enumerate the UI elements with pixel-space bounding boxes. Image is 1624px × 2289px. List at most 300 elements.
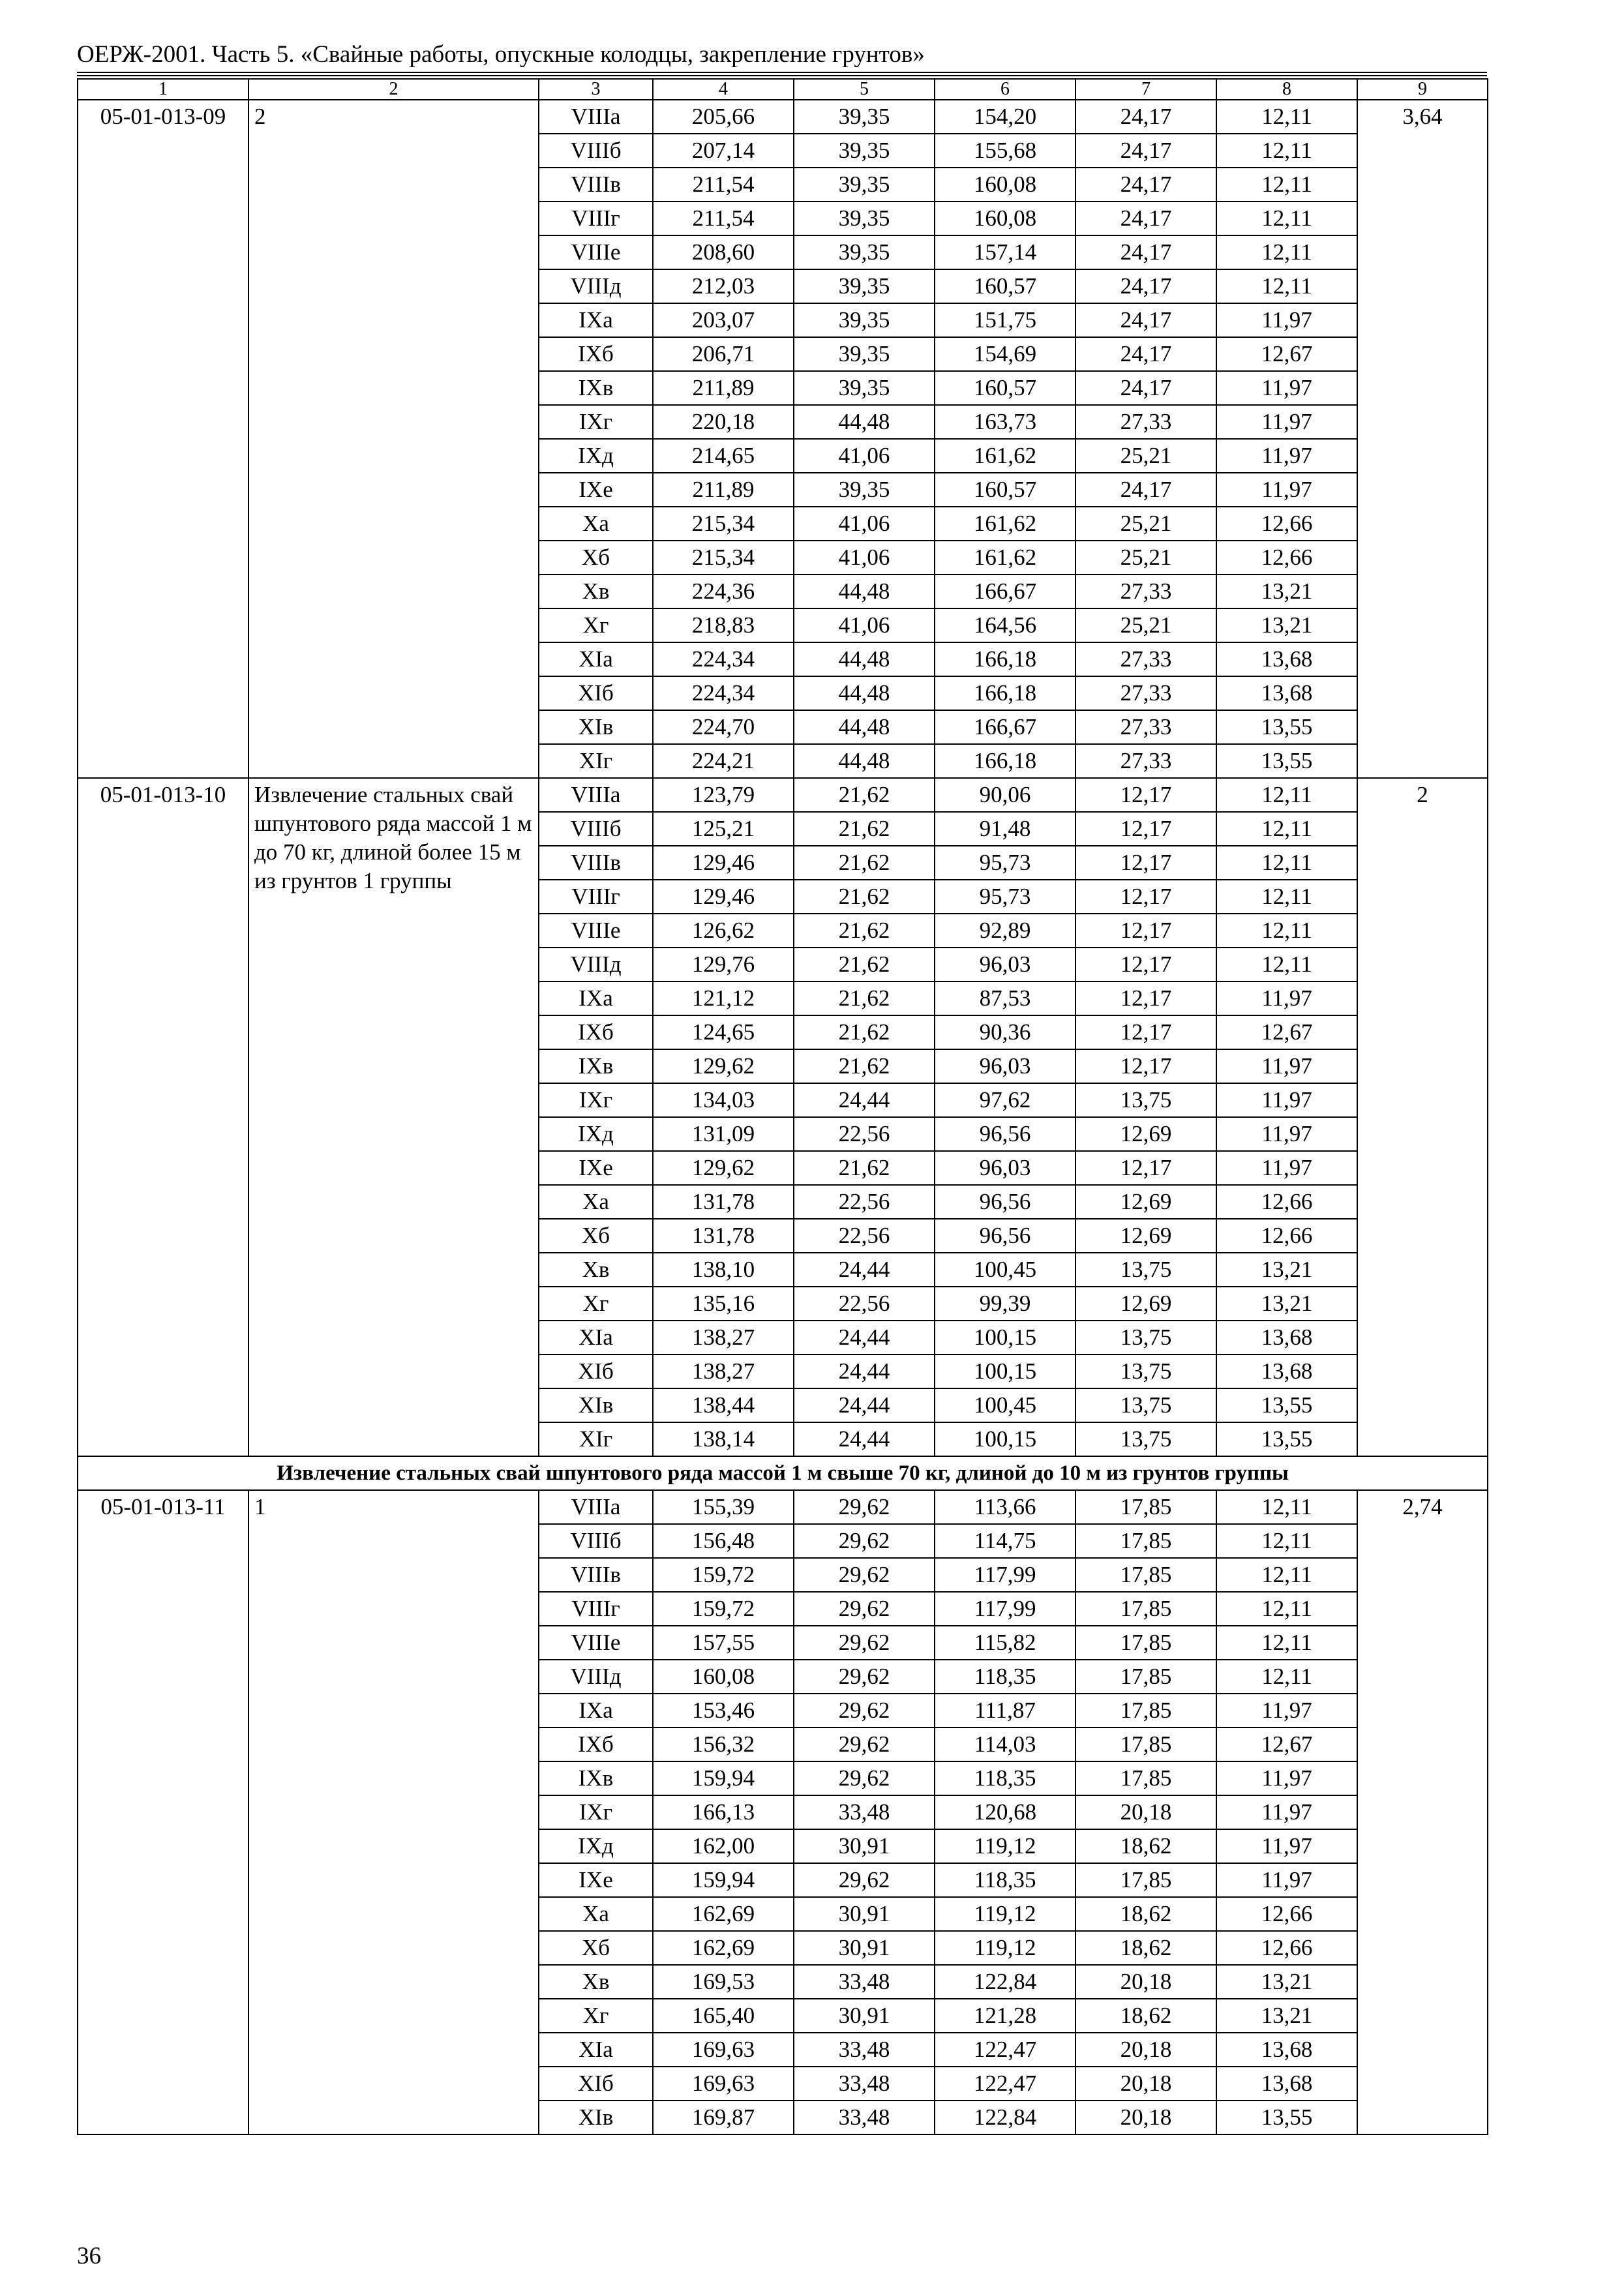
machine-cost-cell: 100,15 [935, 1354, 1075, 1388]
total-cost-cell: 129,62 [653, 1151, 794, 1185]
region-cell: IXг [539, 1795, 653, 1829]
wage-cost-cell: 33,48 [794, 2101, 935, 2134]
wage-cost-cell: 29,62 [794, 1660, 935, 1694]
operator-wage-cell: 24,17 [1075, 235, 1216, 269]
region-cell: IXв [539, 1761, 653, 1795]
material-cost-cell: 11,97 [1216, 1083, 1357, 1117]
region-cell: IXб [539, 1015, 653, 1049]
region-cell: IXб [539, 337, 653, 371]
region-cell: IXе [539, 1863, 653, 1897]
region-cell: VIIIе [539, 235, 653, 269]
material-cost-cell: 12,66 [1216, 1931, 1357, 1965]
region-cell: Xг [539, 1999, 653, 2033]
material-cost-cell: 13,68 [1216, 1354, 1357, 1388]
operator-wage-cell: 24,17 [1075, 269, 1216, 303]
operator-wage-cell: 12,17 [1075, 948, 1216, 981]
operator-wage-cell: 18,62 [1075, 1897, 1216, 1931]
material-cost-cell: 12,11 [1216, 168, 1357, 202]
wage-cost-cell: 21,62 [794, 778, 935, 812]
machine-cost-cell: 122,84 [935, 2101, 1075, 2134]
machine-cost-cell: 118,35 [935, 1863, 1075, 1897]
material-cost-cell: 13,55 [1216, 744, 1357, 778]
total-cost-cell: 169,53 [653, 1965, 794, 1999]
region-cell: XIа [539, 642, 653, 676]
region-cell: Xа [539, 1897, 653, 1931]
material-cost-cell: 11,97 [1216, 1694, 1357, 1728]
operator-wage-cell: 12,17 [1075, 778, 1216, 812]
machine-cost-cell: 161,62 [935, 439, 1075, 473]
machine-cost-cell: 119,12 [935, 1897, 1075, 1931]
region-cell: XIа [539, 1321, 653, 1354]
machine-cost-cell: 92,89 [935, 914, 1075, 948]
machine-cost-cell: 121,28 [935, 1999, 1075, 2033]
region-cell: VIIIа [539, 1490, 653, 1524]
region-cell: VIIIв [539, 846, 653, 880]
total-cost-cell: 207,14 [653, 134, 794, 168]
total-cost-cell: 224,34 [653, 676, 794, 710]
wage-cost-cell: 33,48 [794, 1795, 935, 1829]
machine-cost-cell: 161,62 [935, 541, 1075, 575]
material-cost-cell: 11,97 [1216, 1151, 1357, 1185]
operator-wage-cell: 17,85 [1075, 1863, 1216, 1897]
wage-cost-cell: 39,35 [794, 168, 935, 202]
operator-wage-cell: 24,17 [1075, 100, 1216, 134]
wage-cost-cell: 30,91 [794, 1931, 935, 1965]
material-cost-cell: 11,97 [1216, 405, 1357, 439]
wage-cost-cell: 33,48 [794, 1965, 935, 1999]
operator-wage-cell: 12,17 [1075, 914, 1216, 948]
operator-wage-cell: 12,17 [1075, 1151, 1216, 1185]
region-cell: IXг [539, 1083, 653, 1117]
wage-cost-cell: 39,35 [794, 235, 935, 269]
operator-wage-cell: 25,21 [1075, 439, 1216, 473]
column-number: 8 [1216, 79, 1357, 100]
total-cost-cell: 224,21 [653, 744, 794, 778]
material-cost-cell: 12,11 [1216, 235, 1357, 269]
total-cost-cell: 165,40 [653, 1999, 794, 2033]
operator-wage-cell: 27,33 [1075, 744, 1216, 778]
total-cost-cell: 129,76 [653, 948, 794, 981]
wage-cost-cell: 21,62 [794, 846, 935, 880]
operator-wage-cell: 17,85 [1075, 1761, 1216, 1795]
operator-wage-cell: 13,75 [1075, 1083, 1216, 1117]
region-cell: VIIIг [539, 1592, 653, 1626]
wage-cost-cell: 33,48 [794, 2033, 935, 2067]
total-cost-cell: 215,34 [653, 507, 794, 541]
total-cost-cell: 211,89 [653, 371, 794, 405]
region-cell: IXд [539, 1829, 653, 1863]
operator-wage-cell: 27,33 [1075, 676, 1216, 710]
operator-wage-cell: 17,85 [1075, 1660, 1216, 1694]
operator-wage-cell: 17,85 [1075, 1558, 1216, 1592]
total-cost-cell: 138,27 [653, 1321, 794, 1354]
material-cost-cell: 12,11 [1216, 202, 1357, 235]
total-cost-cell: 211,89 [653, 473, 794, 507]
operator-wage-cell: 12,69 [1075, 1117, 1216, 1151]
material-cost-cell: 11,97 [1216, 371, 1357, 405]
machine-cost-cell: 157,14 [935, 235, 1075, 269]
region-cell: VIIIд [539, 1660, 653, 1694]
operator-wage-cell: 25,21 [1075, 608, 1216, 642]
operator-wage-cell: 24,17 [1075, 168, 1216, 202]
wage-cost-cell: 22,56 [794, 1185, 935, 1219]
wage-cost-cell: 39,35 [794, 337, 935, 371]
total-cost-cell: 169,87 [653, 2101, 794, 2134]
rate-code: 05-01-013-10 [78, 778, 248, 1456]
wage-cost-cell: 29,62 [794, 1761, 935, 1795]
region-cell: VIIIб [539, 1524, 653, 1558]
wage-cost-cell: 21,62 [794, 1151, 935, 1185]
machine-cost-cell: 111,87 [935, 1694, 1075, 1728]
material-cost-cell: 11,97 [1216, 1049, 1357, 1083]
region-cell: IXе [539, 1151, 653, 1185]
region-cell: XIв [539, 1388, 653, 1422]
material-cost-cell: 12,11 [1216, 846, 1357, 880]
material-cost-cell: 12,67 [1216, 1015, 1357, 1049]
wage-cost-cell: 41,06 [794, 541, 935, 575]
material-cost-cell: 12,11 [1216, 100, 1357, 134]
wage-cost-cell: 24,44 [794, 1253, 935, 1287]
wage-cost-cell: 39,35 [794, 269, 935, 303]
region-cell: VIIIг [539, 880, 653, 914]
wage-cost-cell: 39,35 [794, 371, 935, 405]
machine-cost-cell: 160,57 [935, 371, 1075, 405]
material-cost-cell: 13,21 [1216, 1965, 1357, 1999]
region-cell: VIIIв [539, 1558, 653, 1592]
total-cost-cell: 138,27 [653, 1354, 794, 1388]
machine-cost-cell: 122,84 [935, 1965, 1075, 1999]
machine-cost-cell: 114,03 [935, 1728, 1075, 1761]
operator-wage-cell: 13,75 [1075, 1388, 1216, 1422]
wage-cost-cell: 44,48 [794, 676, 935, 710]
operator-wage-cell: 25,21 [1075, 541, 1216, 575]
total-cost-cell: 131,78 [653, 1185, 794, 1219]
total-cost-cell: 169,63 [653, 2033, 794, 2067]
machine-cost-cell: 117,99 [935, 1592, 1075, 1626]
operator-wage-cell: 12,69 [1075, 1287, 1216, 1321]
region-cell: XIб [539, 676, 653, 710]
machine-cost-cell: 166,18 [935, 676, 1075, 710]
machine-cost-cell: 100,15 [935, 1422, 1075, 1456]
operator-wage-cell: 12,69 [1075, 1219, 1216, 1253]
material-cost-cell: 13,68 [1216, 642, 1357, 676]
wage-cost-cell: 39,35 [794, 303, 935, 337]
wage-cost-cell: 21,62 [794, 914, 935, 948]
region-cell: XIг [539, 744, 653, 778]
machine-cost-cell: 163,73 [935, 405, 1075, 439]
material-cost-cell: 13,68 [1216, 1321, 1357, 1354]
wage-cost-cell: 29,62 [794, 1592, 935, 1626]
total-cost-cell: 220,18 [653, 405, 794, 439]
machine-cost-cell: 166,18 [935, 642, 1075, 676]
wage-cost-cell: 24,44 [794, 1354, 935, 1388]
material-cost-cell: 12,66 [1216, 1897, 1357, 1931]
total-cost-cell: 224,36 [653, 575, 794, 608]
region-cell: Xг [539, 608, 653, 642]
wage-cost-cell: 21,62 [794, 1015, 935, 1049]
operator-wage-cell: 12,17 [1075, 1049, 1216, 1083]
total-cost-cell: 156,48 [653, 1524, 794, 1558]
wage-cost-cell: 29,62 [794, 1524, 935, 1558]
machine-cost-cell: 114,75 [935, 1524, 1075, 1558]
material-cost-cell: 12,66 [1216, 541, 1357, 575]
material-cost-cell: 12,11 [1216, 1660, 1357, 1694]
material-cost-cell: 13,21 [1216, 1253, 1357, 1287]
section-heading: Извлечение стальных свай шпунтового ряда массой 1 м свыше 70 кг, длиной до 10 м из грунтов группы [78, 1456, 1488, 1490]
machine-cost-cell: 96,03 [935, 1049, 1075, 1083]
region-cell: IXа [539, 1694, 653, 1728]
operator-wage-cell: 24,17 [1075, 473, 1216, 507]
column-number: 1 [78, 79, 248, 100]
wage-cost-cell: 39,35 [794, 202, 935, 235]
material-cost-cell: 11,97 [1216, 473, 1357, 507]
machine-cost-cell: 120,68 [935, 1795, 1075, 1829]
total-cost-cell: 121,12 [653, 981, 794, 1015]
material-cost-cell: 12,11 [1216, 269, 1357, 303]
region-cell: Xб [539, 1219, 653, 1253]
material-cost-cell: 12,67 [1216, 337, 1357, 371]
material-cost-cell: 12,11 [1216, 778, 1357, 812]
material-cost-cell: 12,67 [1216, 1728, 1357, 1761]
total-cost-cell: 134,03 [653, 1083, 794, 1117]
operator-wage-cell: 12,17 [1075, 981, 1216, 1015]
operator-wage-cell: 17,85 [1075, 1694, 1216, 1728]
wage-cost-cell: 44,48 [794, 642, 935, 676]
column-number: 3 [539, 79, 653, 100]
material-cost-cell: 12,66 [1216, 507, 1357, 541]
region-cell: IXе [539, 473, 653, 507]
total-cost-cell: 129,46 [653, 846, 794, 880]
machine-cost-cell: 122,47 [935, 2067, 1075, 2101]
wage-cost-cell: 30,91 [794, 1999, 935, 2033]
machine-cost-cell: 161,62 [935, 507, 1075, 541]
section-heading-row [78, 1456, 1488, 1490]
operator-wage-cell: 20,18 [1075, 1795, 1216, 1829]
total-cost-cell: 162,69 [653, 1931, 794, 1965]
column-number: 6 [935, 79, 1075, 100]
machine-cost-cell: 96,56 [935, 1185, 1075, 1219]
total-cost-cell: 123,79 [653, 778, 794, 812]
region-cell: Xв [539, 575, 653, 608]
machine-cost-cell: 113,66 [935, 1490, 1075, 1524]
operator-wage-cell: 18,62 [1075, 1931, 1216, 1965]
machine-cost-cell: 90,36 [935, 1015, 1075, 1049]
rate-code: 05-01-013-11 [78, 1490, 248, 2134]
material-cost-cell: 12,11 [1216, 812, 1357, 846]
total-cost-cell: 214,65 [653, 439, 794, 473]
work-name: Извлечение стальных свай шпунтового ряда массой 1 м до 70 кг, длиной более 15 м из грунтов 1 группы [248, 778, 539, 1456]
region-cell: IXа [539, 303, 653, 337]
wage-cost-cell: 24,44 [794, 1321, 935, 1354]
machine-cost-cell: 100,15 [935, 1321, 1075, 1354]
material-cost-cell: 12,11 [1216, 1626, 1357, 1660]
material-cost-cell: 13,21 [1216, 608, 1357, 642]
material-cost-cell: 11,97 [1216, 1863, 1357, 1897]
machine-cost-cell: 100,45 [935, 1253, 1075, 1287]
wage-cost-cell: 29,62 [794, 1863, 935, 1897]
wage-cost-cell: 24,44 [794, 1388, 935, 1422]
machine-cost-cell: 166,67 [935, 710, 1075, 744]
region-cell: Xб [539, 541, 653, 575]
machine-cost-cell: 117,99 [935, 1558, 1075, 1592]
machine-cost-cell: 154,69 [935, 337, 1075, 371]
operator-wage-cell: 12,17 [1075, 846, 1216, 880]
work-name: 2 [248, 100, 539, 778]
operator-wage-cell: 27,33 [1075, 710, 1216, 744]
region-cell: Xг [539, 1287, 653, 1321]
material-cost-cell: 12,11 [1216, 948, 1357, 981]
material-cost-cell: 13,68 [1216, 2067, 1357, 2101]
wage-cost-cell: 29,62 [794, 1694, 935, 1728]
total-cost-cell: 203,07 [653, 303, 794, 337]
material-cost-cell: 13,21 [1216, 1287, 1357, 1321]
wage-cost-cell: 41,06 [794, 507, 935, 541]
material-cost-cell: 13,68 [1216, 2033, 1357, 2067]
material-cost-cell: 12,11 [1216, 1490, 1357, 1524]
column-number: 9 [1357, 79, 1488, 100]
material-cost-cell: 11,97 [1216, 1117, 1357, 1151]
material-cost-cell: 11,97 [1216, 1795, 1357, 1829]
machine-cost-cell: 122,47 [935, 2033, 1075, 2067]
rates-table [77, 78, 1488, 2135]
region-cell: IXг [539, 405, 653, 439]
page-number: 36 [77, 2243, 101, 2269]
rate-code: 05-01-013-09 [78, 100, 248, 778]
operator-wage-cell: 24,17 [1075, 303, 1216, 337]
operator-wage-cell: 17,85 [1075, 1592, 1216, 1626]
wage-cost-cell: 21,62 [794, 880, 935, 914]
material-cost-cell: 12,11 [1216, 1524, 1357, 1558]
operator-wage-cell: 13,75 [1075, 1321, 1216, 1354]
region-cell: VIIIб [539, 134, 653, 168]
operator-wage-cell: 25,21 [1075, 507, 1216, 541]
operator-wage-cell: 12,69 [1075, 1185, 1216, 1219]
column-number-row [78, 79, 1488, 100]
column-number: 4 [653, 79, 794, 100]
machine-cost-cell: 166,18 [935, 744, 1075, 778]
material-cost-cell: 12,11 [1216, 1558, 1357, 1592]
total-cost-cell: 153,46 [653, 1694, 794, 1728]
machine-cost-cell: 160,08 [935, 168, 1075, 202]
region-cell: Xв [539, 1965, 653, 1999]
total-cost-cell: 159,72 [653, 1592, 794, 1626]
region-cell: Xа [539, 1185, 653, 1219]
region-cell: XIа [539, 2033, 653, 2067]
machine-cost-cell: 95,73 [935, 880, 1075, 914]
operator-wage-cell: 24,17 [1075, 202, 1216, 235]
material-cost-cell: 11,97 [1216, 1761, 1357, 1795]
operator-wage-cell: 24,17 [1075, 371, 1216, 405]
machine-cost-cell: 160,57 [935, 269, 1075, 303]
wage-cost-cell: 21,62 [794, 981, 935, 1015]
total-cost-cell: 159,94 [653, 1761, 794, 1795]
region-cell: XIб [539, 2067, 653, 2101]
operator-wage-cell: 13,75 [1075, 1422, 1216, 1456]
total-cost-cell: 131,78 [653, 1219, 794, 1253]
machine-cost-cell: 160,08 [935, 202, 1075, 235]
wage-cost-cell: 39,35 [794, 134, 935, 168]
machine-cost-cell: 155,68 [935, 134, 1075, 168]
machine-cost-cell: 99,39 [935, 1287, 1075, 1321]
wage-cost-cell: 29,62 [794, 1558, 935, 1592]
wage-cost-cell: 30,91 [794, 1897, 935, 1931]
wage-cost-cell: 41,06 [794, 439, 935, 473]
region-cell: IXд [539, 1117, 653, 1151]
wage-cost-cell: 21,62 [794, 948, 935, 981]
machine-cost-cell: 90,06 [935, 778, 1075, 812]
machine-cost-cell: 87,53 [935, 981, 1075, 1015]
region-cell: VIIIа [539, 778, 653, 812]
wage-cost-cell: 33,48 [794, 2067, 935, 2101]
region-cell: VIIIе [539, 1626, 653, 1660]
total-cost-cell: 138,10 [653, 1253, 794, 1287]
total-cost-cell: 124,65 [653, 1015, 794, 1049]
total-cost-cell: 215,34 [653, 541, 794, 575]
operator-wage-cell: 17,85 [1075, 1626, 1216, 1660]
wage-cost-cell: 44,48 [794, 405, 935, 439]
region-cell: Xа [539, 507, 653, 541]
total-cost-cell: 224,70 [653, 710, 794, 744]
operator-wage-cell: 17,85 [1075, 1524, 1216, 1558]
machine-cost-cell: 96,56 [935, 1117, 1075, 1151]
wage-cost-cell: 30,91 [794, 1829, 935, 1863]
machine-cost-cell: 160,57 [935, 473, 1075, 507]
region-cell: VIIIд [539, 948, 653, 981]
total-cost-cell: 155,39 [653, 1490, 794, 1524]
total-cost-cell: 166,13 [653, 1795, 794, 1829]
material-cost-cell: 13,55 [1216, 1422, 1357, 1456]
material-cost-cell: 13,55 [1216, 2101, 1357, 2134]
material-cost-cell: 11,97 [1216, 981, 1357, 1015]
total-cost-cell: 125,21 [653, 812, 794, 846]
region-cell: Xб [539, 1931, 653, 1965]
total-cost-cell: 138,14 [653, 1422, 794, 1456]
operator-wage-cell: 12,17 [1075, 812, 1216, 846]
wage-cost-cell: 44,48 [794, 575, 935, 608]
wage-cost-cell: 21,62 [794, 812, 935, 846]
column-number: 2 [248, 79, 539, 100]
total-cost-cell: 135,16 [653, 1287, 794, 1321]
total-cost-cell: 205,66 [653, 100, 794, 134]
operator-wage-cell: 27,33 [1075, 642, 1216, 676]
total-cost-cell: 138,44 [653, 1388, 794, 1422]
region-cell: VIIIд [539, 269, 653, 303]
total-cost-cell: 159,72 [653, 1558, 794, 1592]
wage-cost-cell: 41,06 [794, 608, 935, 642]
operator-wage-cell: 17,85 [1075, 1490, 1216, 1524]
material-cost-cell: 11,97 [1216, 1829, 1357, 1863]
material-cost-cell: 11,97 [1216, 303, 1357, 337]
total-cost-cell: 211,54 [653, 202, 794, 235]
machine-cost-cell: 164,56 [935, 608, 1075, 642]
material-cost-cell: 13,55 [1216, 710, 1357, 744]
machine-cost-cell: 97,62 [935, 1083, 1075, 1117]
total-cost-cell: 160,08 [653, 1660, 794, 1694]
region-cell: VIIIе [539, 914, 653, 948]
table-row [78, 778, 1488, 812]
wage-cost-cell: 22,56 [794, 1287, 935, 1321]
region-cell: XIв [539, 710, 653, 744]
wage-cost-cell: 44,48 [794, 710, 935, 744]
region-cell: IXв [539, 371, 653, 405]
total-cost-cell: 169,63 [653, 2067, 794, 2101]
operator-wage-cell: 13,75 [1075, 1253, 1216, 1287]
wage-cost-cell: 22,56 [794, 1219, 935, 1253]
total-cost-cell: 211,54 [653, 168, 794, 202]
material-cost-cell: 11,97 [1216, 439, 1357, 473]
total-cost-cell: 224,34 [653, 642, 794, 676]
wage-cost-cell: 24,44 [794, 1083, 935, 1117]
